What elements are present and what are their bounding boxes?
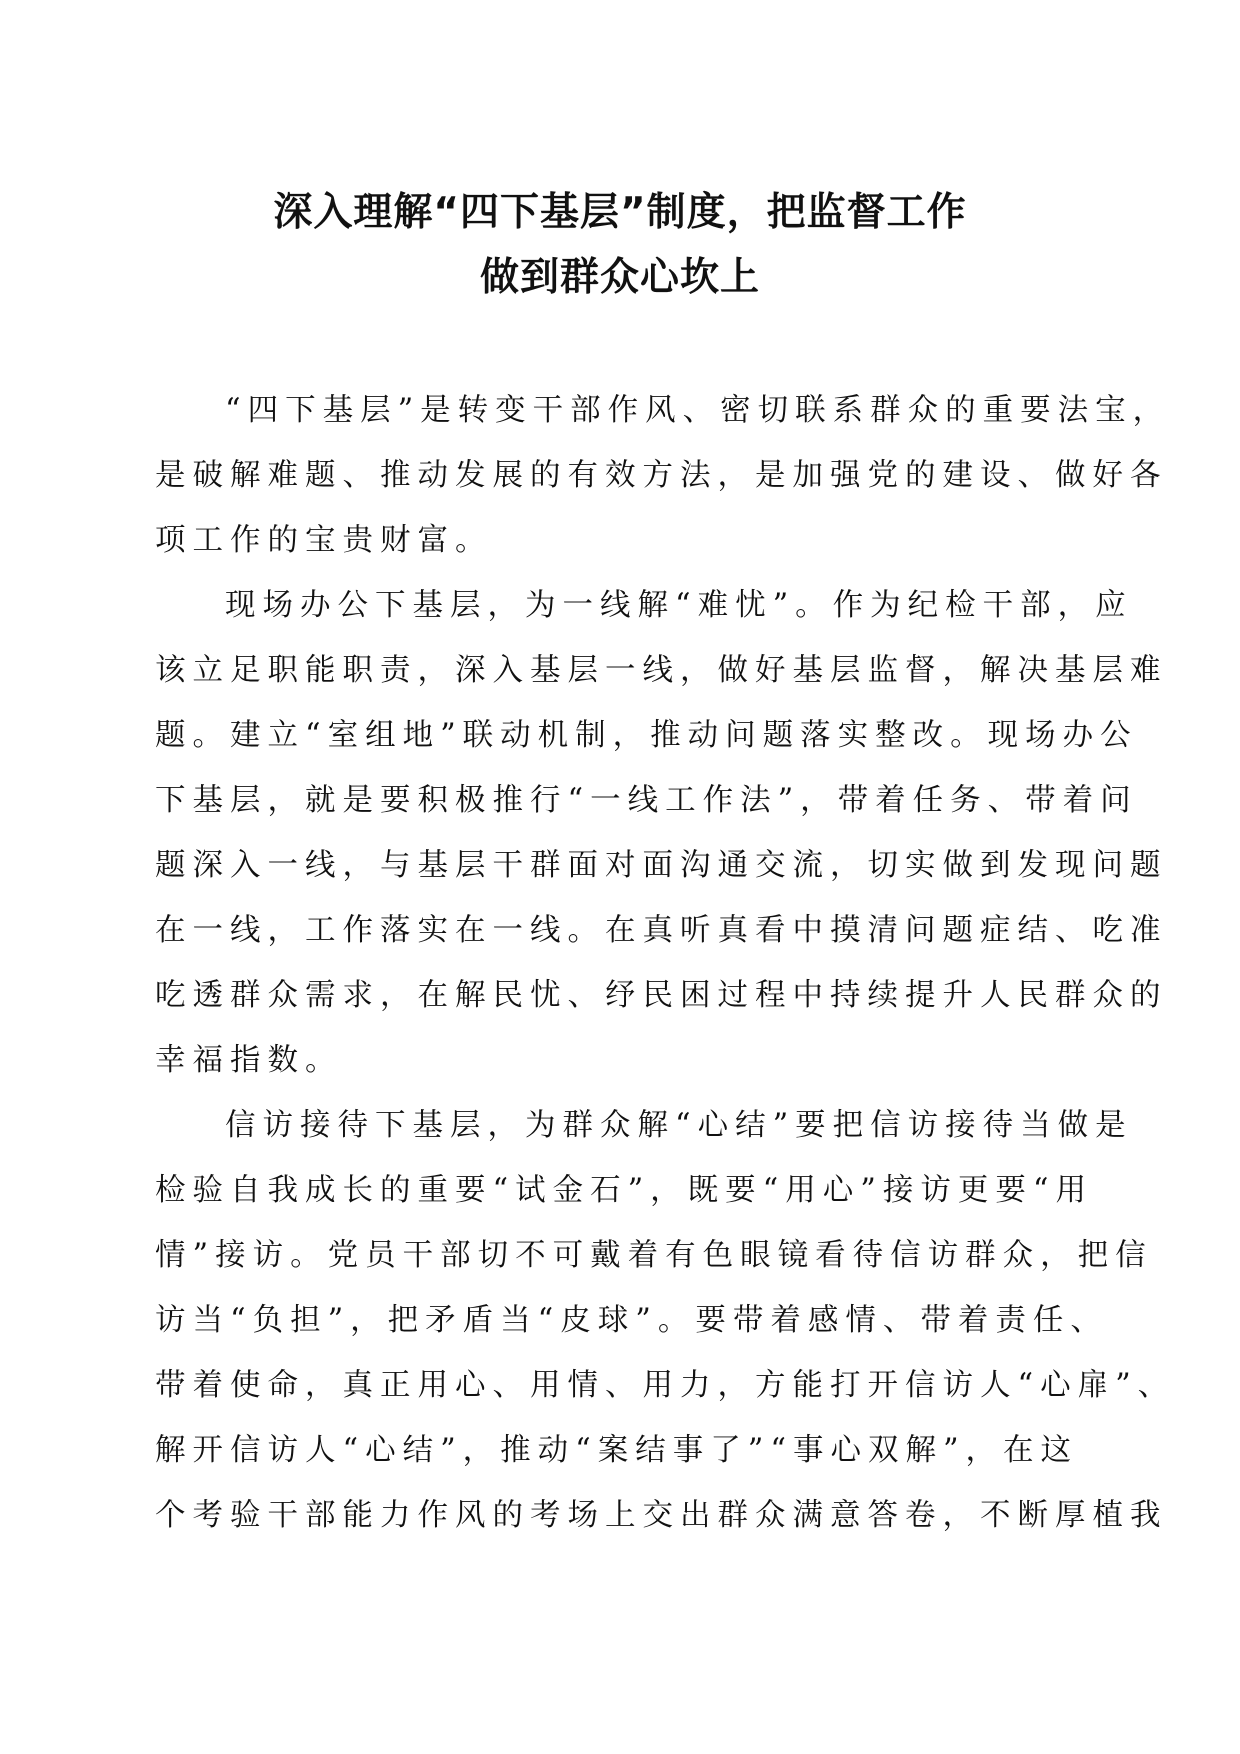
document-title (155, 180, 1085, 310)
document-body (155, 378, 1176, 1548)
paragraph-line: 幸福指数。 (155, 1043, 343, 1078)
paragraph-line: 吃透群众需求，在解民忧、纾民困过程中持续提升人民群众的 (155, 978, 1168, 1013)
paragraph-line: 在一线，工作落实在一线。在真听真看中摸清问题症结、吃准 (155, 913, 1168, 948)
paragraph-line: 题深入一线，与基层干群面对面沟通交流，切实做到发现问题 (155, 848, 1168, 883)
paragraph-line: “四下基层”是转变干部作风、密切联系群众的重要法宝， (225, 393, 1171, 428)
title-line-2: 做到群众心坎上 (479, 255, 760, 300)
paragraph-line: 访当“负担”，把矛盾当“皮球”。要带着感情、带着责任、 (155, 1303, 1108, 1338)
paragraph-line: 该立足职能职责，深入基层一线，做好基层监督，解决基层难 (155, 653, 1168, 688)
paragraph-line: 情”接访。党员干部切不可戴着有色眼镜看待信访群众，把信 (155, 1238, 1153, 1273)
paragraph-line: 下基层，就是要积极推行“一线工作法”，带着任务、带着问 (155, 783, 1138, 818)
paragraph-line: 信访接待下基层，为群众解“心结”要把信访接待当做是 (225, 1108, 1133, 1143)
title-line-1: 深入理解“四下基层”制度，把监督工作 (273, 190, 967, 235)
paragraph-line: 是破解难题、推动发展的有效方法，是加强党的建设、做好各 (155, 458, 1168, 493)
paragraph-line: 检验自我成长的重要“试金石”，既要“用心”接访更要“用 (155, 1173, 1093, 1208)
paragraph-line: 个考验干部能力作风的考场上交出群众满意答卷，不断厚植我 (155, 1498, 1168, 1533)
paragraph-line: 解开信访人“心结”，推动“案结事了”“事心双解”，在这 (155, 1433, 1079, 1468)
paragraph-line: 项工作的宝贵财富。 (155, 523, 493, 558)
paragraph-2 (155, 573, 1168, 1093)
paragraph-3 (155, 1093, 1176, 1548)
paragraph-line: 现场办公下基层，为一线解“难忧”。作为纪检干部，应 (225, 588, 1133, 623)
paragraph-1 (155, 378, 1171, 573)
paragraph-line: 带着使命，真正用心、用情、用力，方能打开信访人“心扉”、 (155, 1368, 1176, 1403)
paragraph-line: 题。建立“室组地”联动机制，推动问题落实整改。现场办公 (155, 718, 1138, 753)
